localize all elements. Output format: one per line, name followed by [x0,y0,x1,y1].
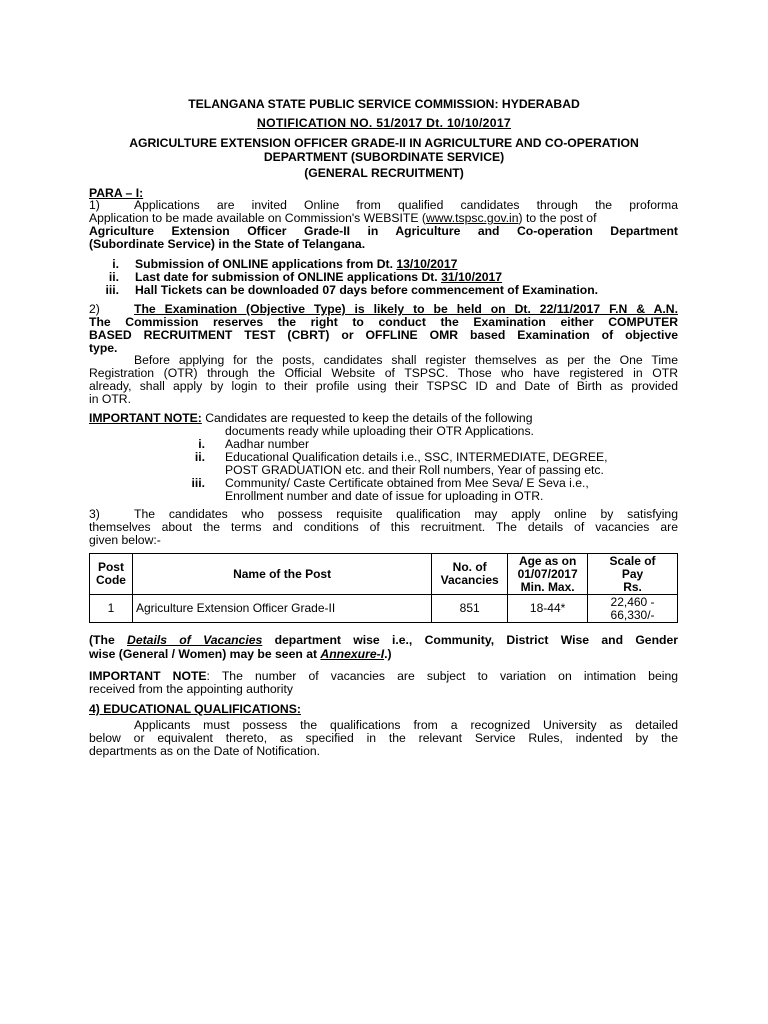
post-title-line3: (GENERAL RECRUITMENT) [304,166,464,180]
para2-line4: type. [89,341,118,355]
important-note-1: IMPORTANT NOTE: Candidates are requested to keep the details of the following [89,411,533,425]
doc-item-cont: Enrollment number and date of issue for uploading in OTR. [225,489,544,503]
para1-heading: PARA – I: [89,186,144,200]
doc-item-cont: POST GRADUATION etc. and their Roll numbers, Year of passing etc. [225,463,604,477]
para1-line1: Applications are invited Online from qualified candidates through the proforma [134,198,678,212]
para3-number: 3) [89,507,100,521]
otr-line2: Registration (OTR) through the Official Website of TSPSC. Those who have registered in OTR [89,366,678,380]
important-note-1-line2: documents ready while uploading their OTR Applications. [225,424,534,438]
post-title-line2: DEPARTMENT (SUBORDINATE SERVICE) [263,150,505,164]
table-header-row [90,554,678,595]
cell-post-name: Agriculture Extension Officer Grade-II [132,595,431,623]
website-link[interactable]: www.tspsc.gov.in [425,211,519,225]
exam-date-line: The Examination (Objective Type) is likely to be held on Dt. 22/11/2017 F.N & A.N. [134,302,678,316]
header-vacancies: No. of Vacancies [432,554,508,595]
vacancy-note-line1: (The Details of Vacancies department wise i.e., Community, District Wise and Gender [89,633,678,647]
commission-title: TELANGANA STATE PUBLIC SERVICE COMMISSION: HYDERABAD [188,97,580,111]
para3-line1: The candidates who possess requisite qualification may apply online by satisfying [134,507,678,521]
para2-number: 2) [89,302,100,316]
otr-line4: in OTR. [89,392,131,406]
header-post-code: Post Code [90,554,133,595]
header-age: Age as on 01/07/2017 Min. Max. [508,554,588,595]
table-row [90,595,678,623]
header-pay-scale: Scale of Pay Rs. [588,554,678,595]
cell-age: 18-44* [508,595,588,623]
para2-line2: The Commission reserves the right to conduct the Examination either COMPUTER [89,315,678,329]
para2-line3: BASED RECRUITMENT TEST (CBRT) or OFFLINE OMR based Examination of objective [89,328,678,342]
cell-pay-scale: 22,460 - 66,330/- [588,595,678,623]
otr-line3: already, shall apply by login to their profile using their TSPSC ID and Date of Birth as provided [89,379,678,393]
important-note-2-line2: received from the appointing authority [89,682,293,696]
para1-line3: Agriculture Extension Officer Grade-II in Agriculture and Co-operation Department [89,224,678,238]
cell-vacancies: 851 [432,595,508,623]
date-item-num: i. [112,257,119,271]
otr-line1: Before applying for the posts, candidates shall register themselves as per the One Time [134,353,678,367]
para3-line2: themselves about the terms and conditions of this recruitment. The details of vacancies are [89,520,678,534]
para3-line3: given below:- [89,533,161,547]
doc-item-num: iii. [191,476,205,490]
para4-line2: below or equivalent thereto, as specified in the relevant Service Rules, indented by the [89,731,678,745]
doc-item-num: ii. [194,450,205,464]
doc-item-num: i. [198,437,205,451]
para4-line1: Applicants must possess the qualifications from a recognized University as detailed [134,718,678,732]
doc-item: Community/ Caste Certificate obtained from Mee Seva/ E Seva i.e., [225,476,589,490]
post-title-line1: AGRICULTURE EXTENSION OFFICER GRADE-II IN AGRICULTURE AND CO-OPERATION [129,136,639,150]
para4-line3: departments as on the Date of Notification. [89,744,321,758]
header-post-name: Name of the Post [132,554,431,595]
date-item: Last date for submission of ONLINE applications Dt. 31/10/2017 [135,270,503,284]
notification-number: NOTIFICATION NO. 51/2017 Dt. 10/10/2017 [257,116,511,130]
para1-number: 1) [89,198,100,212]
doc-item: Aadhar number [225,437,310,451]
para1-line2: Application to be made available on Commission's WEBSITE (www.tspsc.gov.in) to the post of [89,211,597,225]
vacancy-table [89,553,678,623]
cell-post-code: 1 [90,595,133,623]
date-item-num: iii. [105,283,119,297]
important-note-2: IMPORTANT NOTE: The number of vacancies are subject to variation on intimation being [89,669,679,683]
date-item: Submission of ONLINE applications from Dt. 13/10/2017 [135,257,458,271]
para1-line4: (Subordinate Service) in the State of Telangana. [89,237,366,251]
doc-item: Educational Qualification details i.e., SSC, INTERMEDIATE, DEGREE, [225,450,608,464]
date-item-num: ii. [108,270,119,284]
para4-heading: 4) EDUCATIONAL QUALIFICATIONS: [89,702,301,716]
date-item: Hall Tickets can be downloaded 07 days before commencement of Examination. [135,283,599,297]
vacancy-note-line2: wise (General / Women) may be seen at Annexure-I.) [89,647,392,661]
